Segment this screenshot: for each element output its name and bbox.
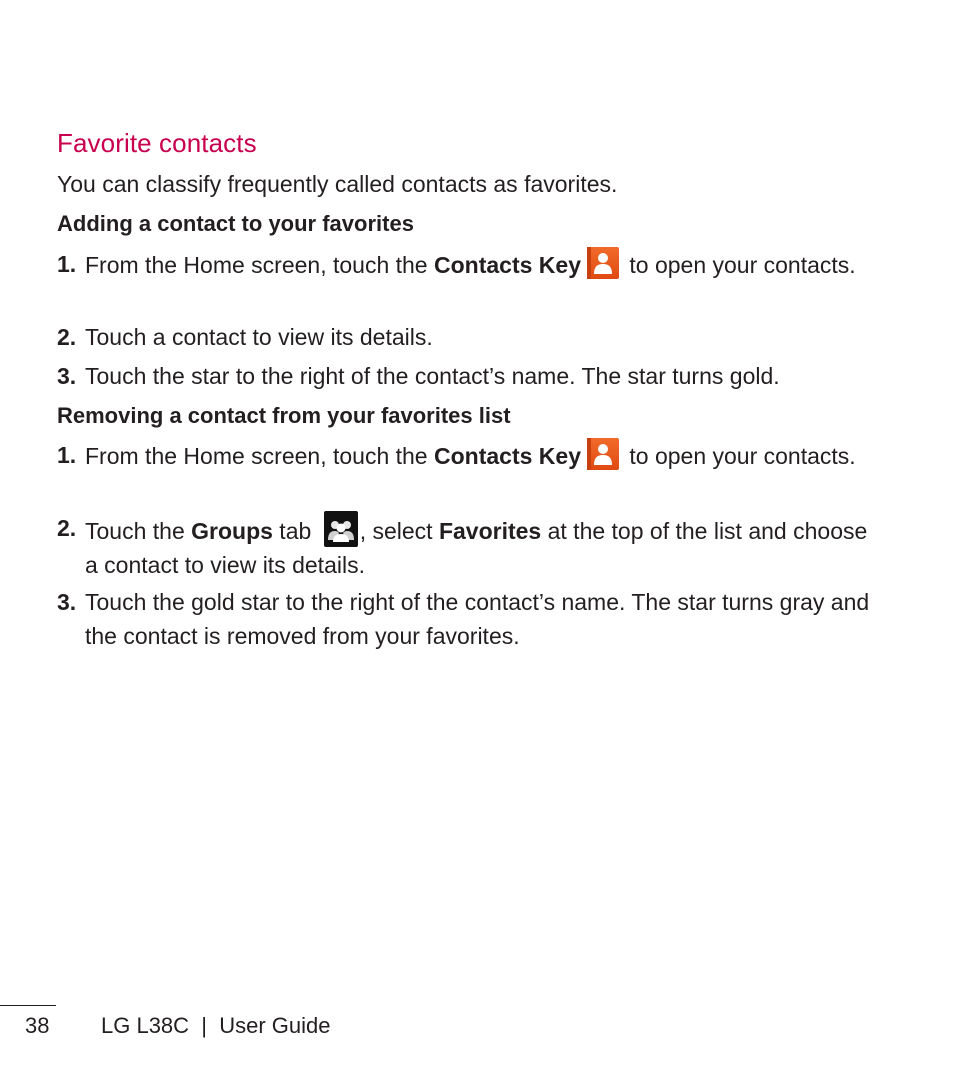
adding-heading: Adding a contact to your favorites — [57, 211, 414, 236]
groups-icon — [324, 511, 358, 547]
intro-text: You can classify frequently called contacts as favorites. — [57, 171, 618, 197]
contacts-key-label: Contacts Key — [434, 443, 581, 469]
footer-rule — [0, 1005, 56, 1006]
contacts-icon — [587, 438, 619, 470]
groups-label: Groups — [191, 518, 273, 544]
section-title: Favorite contacts — [57, 128, 257, 158]
step-text-part: From the Home screen, touch the — [85, 443, 434, 469]
adding-step-3 — [57, 359, 877, 393]
step-text-part: at the top of the list and choose a contact to view its details. — [85, 518, 868, 578]
page-number: 38 — [25, 1013, 50, 1038]
step-text-part: to open your contacts. — [622, 443, 856, 469]
step-text-part: to open your contacts. — [622, 252, 856, 278]
step-text: Touch the gold star to the right of the contact’s name. The star turns gray and the contact is removed from your favorites. — [85, 589, 870, 649]
removing-step-3 — [57, 585, 877, 653]
favorites-label: Favorites — [438, 518, 542, 544]
step-text-part: tab — [272, 518, 318, 544]
contacts-icon — [587, 247, 619, 279]
adding-step-2 — [57, 320, 877, 354]
step-text: Touch a contact to view its details. — [85, 324, 433, 350]
step-number: 2. — [57, 515, 77, 541]
step-text — [85, 247, 877, 282]
step-number: 1. — [57, 442, 77, 468]
step-text-part: , select — [359, 518, 439, 544]
step-number: 3. — [57, 589, 77, 615]
removing-step-2 — [57, 511, 877, 582]
removing-heading: Removing a contact from your favorites list — [57, 403, 511, 428]
contacts-key-label: Contacts Key — [434, 252, 581, 278]
step-text — [85, 438, 877, 473]
footer-title: LG L38C | User Guide — [101, 1013, 331, 1038]
step-text-part: Touch the — [85, 518, 192, 544]
step-text — [85, 511, 877, 582]
removing-step-1 — [57, 438, 877, 473]
step-text: Touch the star to the right of the contact’s name. The star turns gold. — [85, 363, 780, 389]
step-text-part: From the Home screen, touch the — [85, 252, 434, 278]
step-number: 3. — [57, 363, 77, 389]
step-number: 2. — [57, 324, 77, 350]
step-number: 1. — [57, 251, 77, 277]
adding-step-1 — [57, 247, 877, 282]
